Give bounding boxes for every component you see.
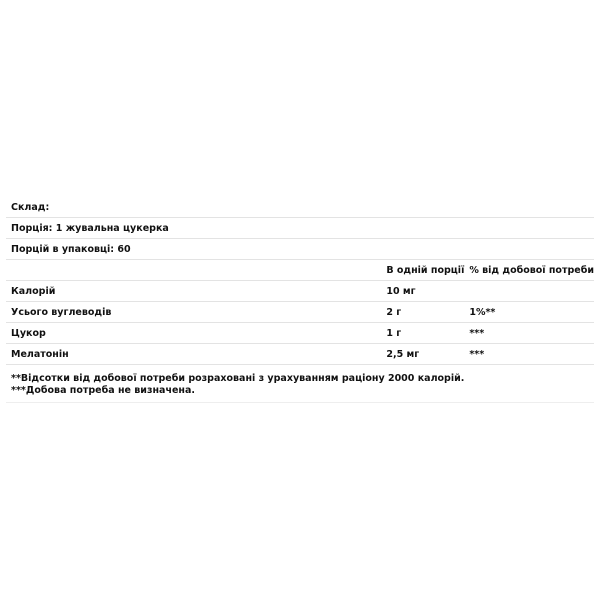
nutrient-amount: 2 г: [381, 302, 464, 323]
footnote-daily-value-basis: **Відсотки від добової потреби розраховані з урахуванням раціону 2000 калорій.: [11, 373, 465, 384]
nutrient-daily-value: ***: [464, 344, 594, 365]
footnote-not-established: ***Добова потреба не визначена.: [11, 385, 195, 396]
footnotes: [11, 373, 464, 397]
nutrient-row: [6, 323, 594, 344]
header-nutrient: [6, 260, 381, 281]
nutrient-row: [6, 344, 594, 365]
supplement-facts-table: [6, 197, 594, 365]
nutrient-row: [6, 281, 594, 302]
servings-per-container-row: [6, 239, 594, 260]
nutrient-daily-value: 1%**: [464, 302, 594, 323]
nutrient-amount: 2,5 мг: [381, 344, 464, 365]
nutrient-name: Мелатонін: [6, 344, 381, 365]
nutrient-name: Усього вуглеводів: [6, 302, 381, 323]
column-header-row: [6, 260, 594, 281]
nutrient-name: Калорій: [6, 281, 381, 302]
composition-row: [6, 197, 594, 218]
nutrient-name: Цукор: [6, 323, 381, 344]
nutrient-amount: 1 г: [381, 323, 464, 344]
serving-size: Порція: 1 жувальна цукерка: [6, 218, 594, 239]
header-daily-value: % від добової потреби: [464, 260, 594, 281]
composition-label: Склад:: [6, 197, 594, 218]
nutrient-daily-value: ***: [464, 323, 594, 344]
serving-size-row: [6, 218, 594, 239]
nutrient-row: [6, 302, 594, 323]
nutrient-daily-value: [464, 281, 594, 302]
nutrient-amount: 10 мг: [381, 281, 464, 302]
divider: [6, 402, 594, 403]
servings-per-container: Порцій в упаковці: 60: [6, 239, 594, 260]
header-per-serving: В одній порції: [381, 260, 464, 281]
